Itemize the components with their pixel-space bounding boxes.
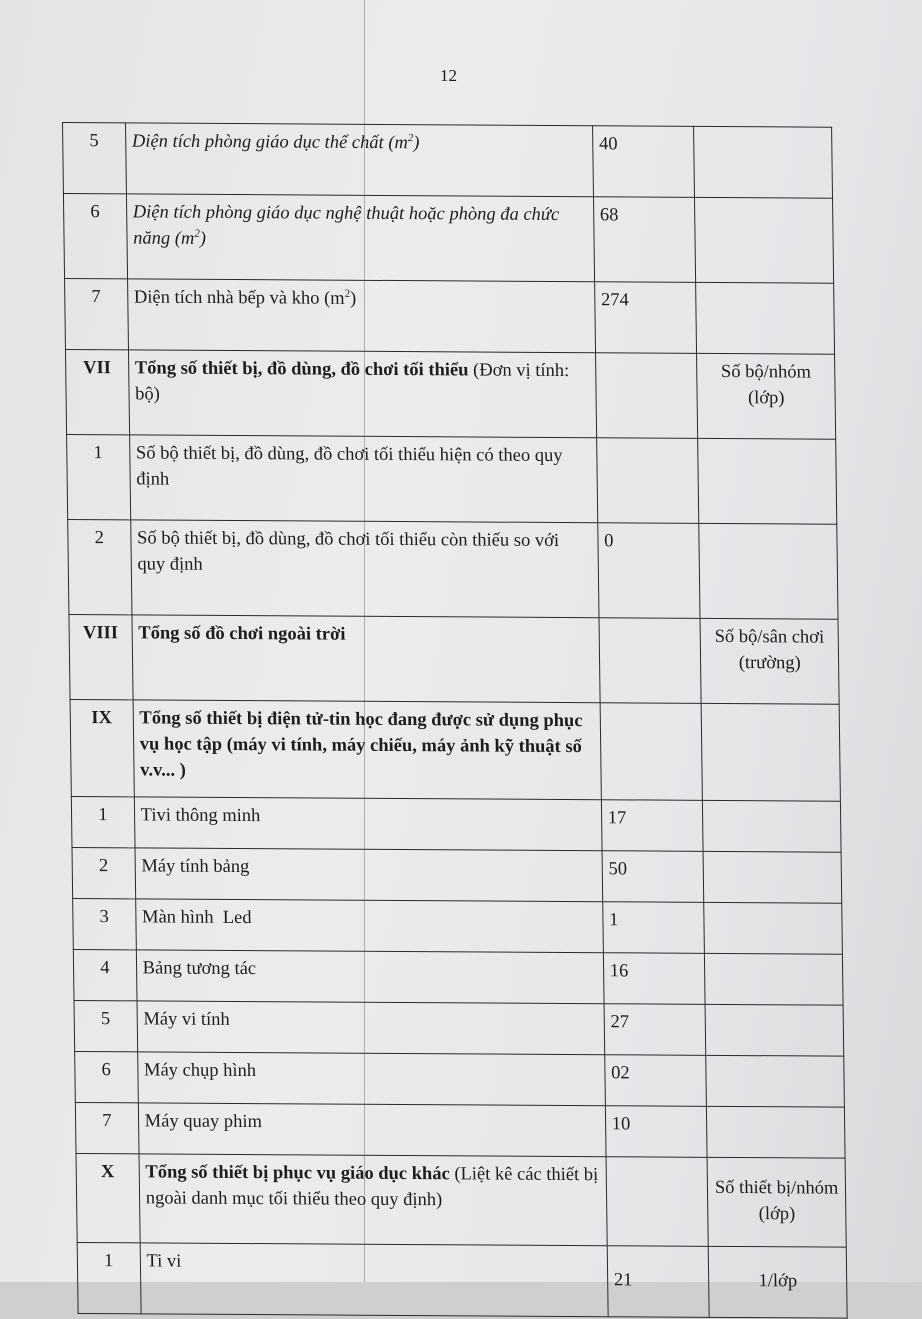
row-unit: Số bộ/sân chơi (trường): [700, 618, 839, 704]
section-number: X: [76, 1153, 140, 1242]
row-value: 274: [594, 282, 697, 354]
section-title: Tổng số thiết bị phục vụ giáo dục khác (Liệt kê các thiết bị ngoài danh mục tối thiểu theo quy định): [139, 1154, 607, 1246]
row-description: Ti vi: [140, 1243, 608, 1317]
section-row: [69, 614, 839, 704]
row-unit: Số thiết bị/nhóm (lớp): [707, 1157, 846, 1247]
row-value: [596, 438, 699, 524]
row-value: 10: [605, 1106, 707, 1158]
row-number: 2: [68, 519, 132, 614]
section-number: VIII: [69, 614, 133, 699]
table-row: [77, 1242, 847, 1318]
table-row: [73, 949, 843, 1005]
row-description: Diện tích phòng giáo dục thể chất $(m^2)$: [125, 123, 593, 197]
row-value: 02: [604, 1055, 706, 1107]
row-unit: [698, 438, 837, 524]
section-title: Tổng số thiết bị, đồ dùng, đồ chơi tối thiểu (Đơn vị tính: bộ): [128, 350, 596, 438]
row-number: 3: [73, 898, 136, 949]
row-value: 0: [597, 523, 700, 619]
row-number: 2: [72, 847, 135, 898]
page-number: 12: [440, 66, 457, 85]
row-value: [599, 618, 702, 704]
row-description: Bảng tương tác: [136, 950, 604, 1004]
section-title: Tổng số thiết bị điện tử-tin học đang được sử dụng phục vụ học tập (máy vi tính, máy chiếu, máy ảnh kỹ thuật số v.v... ): [133, 700, 601, 800]
row-unit: [699, 523, 838, 619]
row-value: [600, 703, 703, 801]
row-unit: [695, 197, 834, 283]
row-number: 7: [65, 279, 129, 350]
row-unit: 1/lớp: [709, 1246, 848, 1318]
section-number: VII: [65, 349, 129, 434]
row-number: 5: [63, 123, 127, 194]
row-number: 1: [67, 434, 131, 519]
row-description: Máy tính bảng: [135, 848, 603, 902]
equipment-table: [62, 122, 848, 1319]
row-value: 16: [603, 953, 705, 1005]
row-value: 27: [604, 1004, 706, 1056]
section-title: Tổng số đồ chơi ngoài trời: [132, 615, 600, 703]
row-value: 68: [593, 197, 696, 283]
table-row: [71, 796, 841, 852]
row-description: Máy quay phim: [138, 1103, 606, 1157]
row-description: Diện tích nhà bếp và kho $(m^2)$: [127, 279, 595, 353]
row-value: 50: [602, 851, 704, 903]
row-value: 1: [602, 902, 704, 954]
row-description: Màn hình Led: [135, 899, 603, 953]
row-unit: [703, 851, 841, 903]
row-unit: [703, 800, 841, 852]
row-description: Máy vi tính: [137, 1001, 605, 1055]
table-row: [63, 194, 833, 284]
row-unit: [705, 1004, 843, 1056]
row-unit: [696, 282, 835, 354]
row-description: Số bộ thiết bị, đồ dùng, đồ chơi tối thiểu còn thiếu so với quy định: [130, 520, 598, 618]
row-unit: [704, 902, 842, 954]
section-row: [70, 699, 840, 801]
section-row: [76, 1153, 846, 1247]
row-unit: [707, 1106, 845, 1158]
table-row: [74, 1000, 844, 1056]
table-row: [75, 1051, 845, 1107]
section-row: [65, 349, 835, 439]
row-description: Diện tích phòng giáo dục nghệ thuật hoặc phòng đa chức năng $(m^2)$: [126, 194, 594, 282]
row-number: 1: [77, 1242, 141, 1313]
row-description: Tivi thông minh: [134, 797, 602, 851]
table-row: [68, 519, 838, 619]
row-unit: [701, 703, 840, 801]
row-number: 6: [63, 194, 127, 279]
row-description: Máy chụp hình: [137, 1052, 605, 1106]
row-unit: Số bộ/nhóm (lớp): [697, 353, 836, 439]
row-value: 40: [592, 126, 695, 198]
row-description: Số bộ thiết bị, đồ dùng, đồ chơi tối thiểu hiện có theo quy định: [129, 435, 597, 523]
row-number: 4: [73, 949, 136, 1000]
row-unit: [705, 953, 843, 1005]
row-value: 21: [607, 1246, 710, 1318]
row-value: [606, 1157, 709, 1247]
table-row: [65, 279, 835, 355]
row-unit: [706, 1055, 844, 1107]
row-number: 1: [71, 796, 134, 847]
table-row: [67, 434, 837, 524]
row-value: [595, 353, 698, 439]
row-number: 6: [75, 1051, 138, 1102]
row-number: 7: [75, 1102, 138, 1153]
table-row: [75, 1102, 845, 1158]
row-number: 5: [74, 1000, 137, 1051]
section-number: IX: [70, 699, 134, 796]
table-row: [72, 847, 842, 903]
table-row: [63, 123, 833, 199]
row-unit: [694, 126, 833, 198]
row-value: 17: [601, 800, 703, 852]
table-row: [73, 898, 843, 954]
